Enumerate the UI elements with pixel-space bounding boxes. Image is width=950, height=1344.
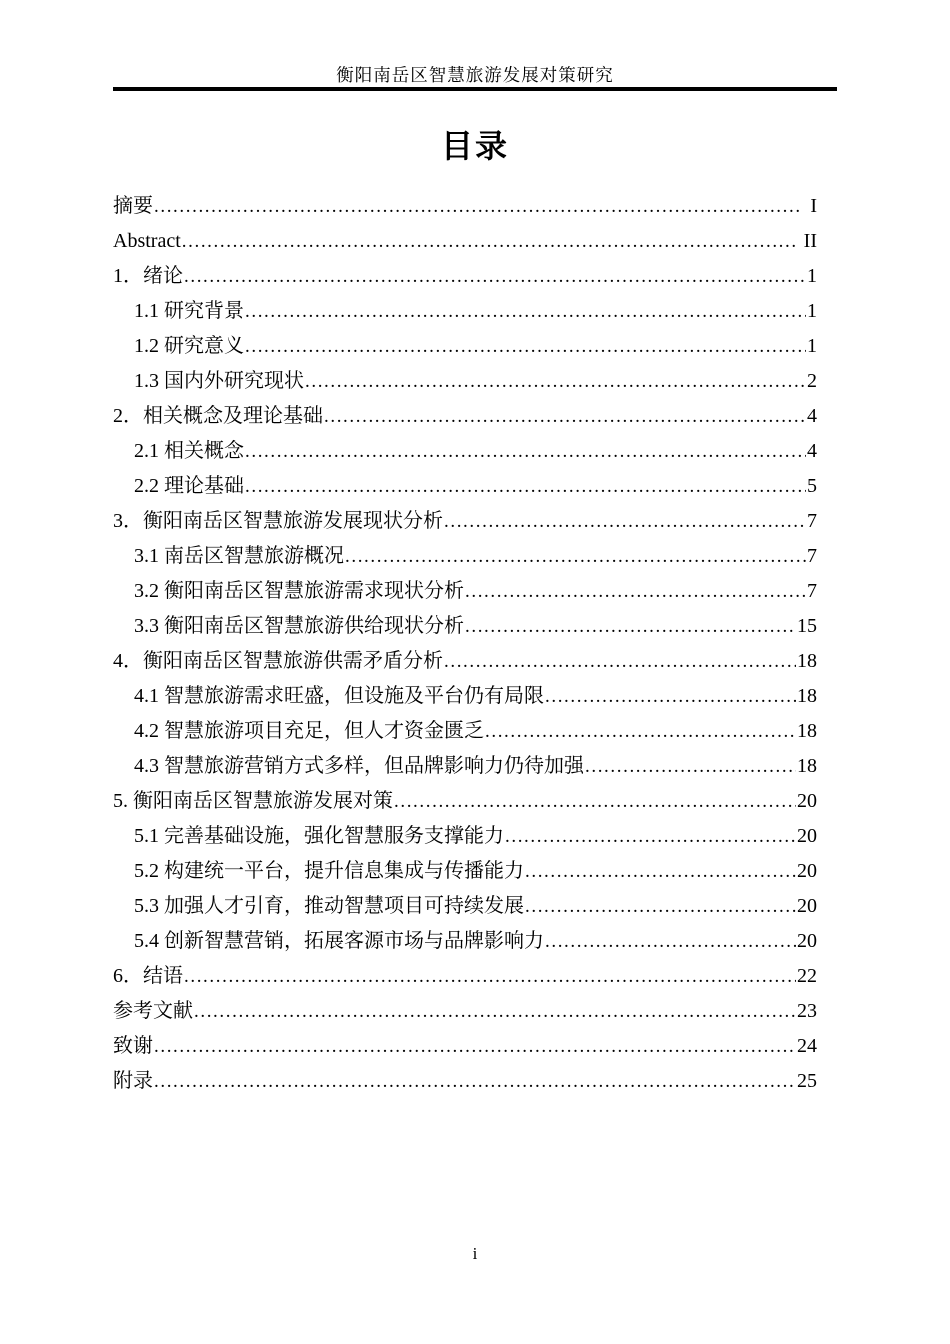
toc-entry-label: 摘要 bbox=[113, 195, 153, 217]
toc-entry-page-number: 24 bbox=[797, 1035, 817, 1057]
toc-entry-label: 2.2 理论基础 bbox=[134, 475, 244, 497]
toc-entry-page-number: 15 bbox=[797, 615, 817, 637]
toc-entry-label: 3．衡阳南岳区智慧旅游发展现状分析 bbox=[113, 510, 443, 532]
toc-entry[interactable] bbox=[113, 994, 817, 1029]
toc-entry[interactable] bbox=[113, 1064, 817, 1099]
toc-entry-page-number: 7 bbox=[807, 545, 817, 567]
toc-leader-dots bbox=[194, 994, 796, 1029]
toc-leader-dots bbox=[525, 889, 796, 924]
toc-entry-page-number: 20 bbox=[797, 895, 817, 917]
toc-leader-dots bbox=[585, 749, 796, 784]
toc-leader-dots bbox=[465, 609, 796, 644]
toc-entry-label: 致谢 bbox=[113, 1035, 153, 1057]
toc-entry-label: 5.3 加强人才引育，推动智慧项目可持续发展 bbox=[134, 895, 524, 917]
toc-entry-page-number: 1 bbox=[807, 300, 817, 322]
toc-entry-page-number: 20 bbox=[797, 860, 817, 882]
toc-entry[interactable] bbox=[113, 539, 817, 574]
toc-entry-page-number: 1 bbox=[807, 335, 817, 357]
toc-entry-label: 3.3 衡阳南岳区智慧旅游供给现状分析 bbox=[134, 615, 464, 637]
toc-entry-page-number: I bbox=[810, 195, 817, 217]
toc-entry[interactable] bbox=[113, 364, 817, 399]
toc-leader-dots bbox=[305, 364, 806, 399]
toc-entry[interactable] bbox=[113, 714, 817, 749]
toc-entry[interactable] bbox=[113, 189, 817, 224]
toc-entry[interactable] bbox=[113, 504, 817, 539]
toc-entry-label: 附录 bbox=[113, 1070, 153, 1092]
toc-entry[interactable] bbox=[113, 959, 817, 994]
toc-leader-dots bbox=[545, 924, 796, 959]
toc-entry[interactable] bbox=[113, 679, 817, 714]
toc-entry[interactable] bbox=[113, 854, 817, 889]
toc-entry[interactable] bbox=[113, 609, 817, 644]
toc-entry-label: 3.1 南岳区智慧旅游概况 bbox=[134, 545, 344, 567]
toc-entry-label: 3.2 衡阳南岳区智慧旅游需求现状分析 bbox=[134, 580, 464, 602]
page-title: 目录 bbox=[440, 128, 509, 164]
toc-entry-page-number: 18 bbox=[797, 720, 817, 742]
toc-entry[interactable] bbox=[113, 574, 817, 609]
toc-entry[interactable] bbox=[113, 259, 817, 294]
toc-entry-page-number: 7 bbox=[807, 580, 817, 602]
toc-entry-label: 2.1 相关概念 bbox=[134, 440, 244, 462]
toc-leader-dots bbox=[444, 644, 796, 679]
toc-leader-dots bbox=[245, 294, 806, 329]
toc-entry[interactable] bbox=[113, 784, 817, 819]
toc-entry[interactable] bbox=[113, 294, 817, 329]
toc-leader-dots bbox=[505, 819, 796, 854]
toc-leader-dots bbox=[184, 259, 806, 294]
toc-entry-page-number: 1 bbox=[807, 265, 817, 287]
toc-entry-label: 5.4 创新智慧营销，拓展客源市场与品牌影响力 bbox=[134, 930, 544, 952]
toc-entry-page-number: 23 bbox=[797, 1000, 817, 1022]
toc-entry-label: 4．衡阳南岳区智慧旅游供需矛盾分析 bbox=[113, 650, 443, 672]
toc-leader-dots bbox=[154, 1029, 796, 1064]
footer-page-number: i bbox=[472, 1244, 478, 1263]
toc-entry[interactable] bbox=[113, 924, 817, 959]
toc-entry[interactable] bbox=[113, 819, 817, 854]
toc-entry-label: Abstract bbox=[113, 230, 181, 252]
toc-entry-page-number: II bbox=[803, 230, 817, 252]
header-double-rule bbox=[113, 87, 837, 91]
toc-leader-dots bbox=[154, 189, 802, 224]
toc-leader-dots bbox=[324, 399, 806, 434]
toc-leader-dots bbox=[182, 224, 796, 259]
toc-entry-label: 参考文献 bbox=[113, 1000, 193, 1022]
toc-entry-page-number: 4 bbox=[807, 405, 817, 427]
table-of-contents bbox=[113, 189, 817, 1099]
toc-leader-dots bbox=[485, 714, 796, 749]
toc-entry-page-number: 20 bbox=[797, 825, 817, 847]
toc-leader-dots bbox=[444, 504, 806, 539]
toc-leader-dots bbox=[525, 854, 796, 889]
toc-entry-label: 5.2 构建统一平台，提升信息集成与传播能力 bbox=[134, 860, 524, 882]
toc-entry-label: 4.3 智慧旅游营销方式多样，但品牌影响力仍待加强 bbox=[134, 755, 584, 777]
toc-entry[interactable] bbox=[113, 469, 817, 504]
toc-leader-dots bbox=[184, 959, 796, 994]
toc-entry[interactable] bbox=[113, 399, 817, 434]
toc-entry-label: 4.2 智慧旅游项目充足，但人才资金匮乏 bbox=[134, 720, 484, 742]
toc-entry-page-number: 18 bbox=[797, 650, 817, 672]
toc-leader-dots bbox=[245, 434, 806, 469]
toc-entry-label: 4.1 智慧旅游需求旺盛，但设施及平台仍有局限 bbox=[134, 685, 544, 707]
toc-entry-page-number: 18 bbox=[797, 685, 817, 707]
toc-entry[interactable] bbox=[113, 749, 817, 784]
toc-entry[interactable] bbox=[113, 434, 817, 469]
running-head-title: 衡阳南岳区智慧旅游发展对策研究 bbox=[336, 65, 614, 85]
toc-entry-label: 5. 衡阳南岳区智慧旅游发展对策 bbox=[113, 790, 393, 812]
toc-entry-page-number: 20 bbox=[797, 790, 817, 812]
toc-leader-dots bbox=[245, 469, 806, 504]
toc-entry-page-number: 5 bbox=[807, 475, 817, 497]
toc-entry-label: 1.2 研究意义 bbox=[134, 335, 244, 357]
toc-leader-dots bbox=[245, 329, 806, 364]
toc-entry[interactable] bbox=[113, 1029, 817, 1064]
toc-entry-page-number: 4 bbox=[807, 440, 817, 462]
toc-entry-page-number: 2 bbox=[807, 370, 817, 392]
toc-entry[interactable] bbox=[113, 644, 817, 679]
toc-leader-dots bbox=[394, 784, 796, 819]
toc-leader-dots bbox=[345, 539, 806, 574]
toc-entry-page-number: 20 bbox=[797, 930, 817, 952]
toc-entry-label: 6．结语 bbox=[113, 965, 183, 987]
toc-entry[interactable] bbox=[113, 224, 817, 259]
toc-entry-label: 5.1 完善基础设施，强化智慧服务支撑能力 bbox=[134, 825, 504, 847]
toc-leader-dots bbox=[465, 574, 806, 609]
toc-entry-page-number: 25 bbox=[797, 1070, 817, 1092]
toc-entry-label: 2．相关概念及理论基础 bbox=[113, 405, 323, 427]
toc-entry-label: 1．绪论 bbox=[113, 265, 183, 287]
toc-entry-label: 1.1 研究背景 bbox=[134, 300, 244, 322]
toc-entry[interactable] bbox=[113, 889, 817, 924]
toc-entry-label: 1.3 国内外研究现状 bbox=[134, 370, 304, 392]
toc-entry-page-number: 7 bbox=[807, 510, 817, 532]
toc-leader-dots bbox=[545, 679, 796, 714]
toc-entry[interactable] bbox=[113, 329, 817, 364]
toc-entry-page-number: 22 bbox=[797, 965, 817, 987]
toc-leader-dots bbox=[154, 1064, 796, 1099]
toc-entry-page-number: 18 bbox=[797, 755, 817, 777]
